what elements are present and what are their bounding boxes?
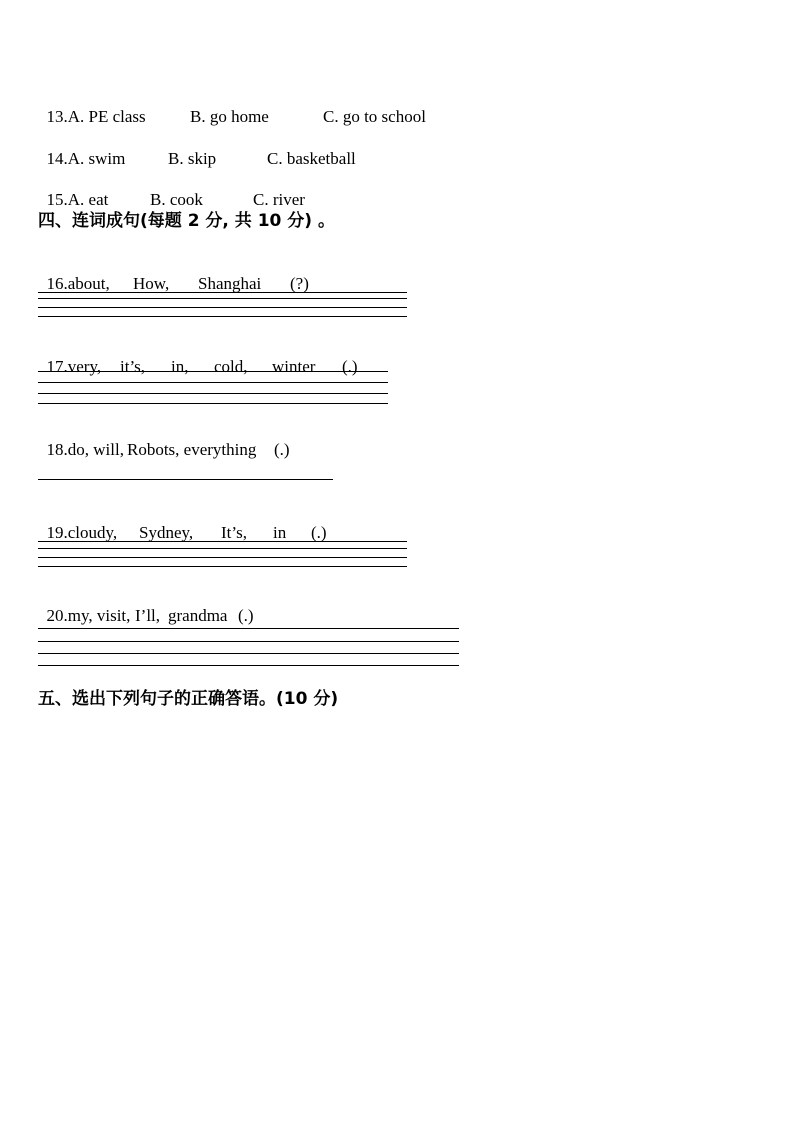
- word: (.): [342, 357, 358, 376]
- word: Robots, everything: [127, 440, 257, 459]
- option-a: A. eat: [67, 190, 109, 209]
- word: it’s,: [120, 357, 146, 376]
- word: do, will,: [67, 440, 124, 459]
- word: in: [273, 523, 287, 542]
- word: very,: [67, 357, 102, 376]
- answer-line[interactable]: [38, 541, 407, 542]
- word: (.): [238, 606, 254, 625]
- answer-line[interactable]: [38, 548, 407, 549]
- question-number: 15.: [46, 190, 68, 209]
- answer-line[interactable]: [38, 316, 407, 317]
- option-a: A. PE class: [67, 107, 146, 126]
- answer-line[interactable]: [38, 298, 407, 299]
- question-number: 13.: [46, 107, 68, 126]
- answer-line[interactable]: [38, 479, 333, 480]
- option-c: C. basketball: [267, 149, 356, 168]
- answer-line[interactable]: [38, 393, 388, 394]
- word: my, visit,: [67, 606, 131, 625]
- answer-line[interactable]: [38, 403, 388, 404]
- answer-line[interactable]: [38, 292, 407, 293]
- word: How,: [133, 274, 170, 293]
- option-b: B. go home: [190, 107, 269, 126]
- answer-line[interactable]: [38, 566, 407, 567]
- word: winter: [272, 357, 316, 376]
- word: cold,: [214, 357, 248, 376]
- word: It’s,: [221, 523, 247, 542]
- word: cloudy,: [67, 523, 118, 542]
- answer-line[interactable]: [38, 653, 459, 654]
- question-20: [38, 586, 254, 626]
- question-number: 16.: [46, 274, 68, 293]
- question-number: 18.: [46, 440, 68, 459]
- question-number: 19.: [46, 523, 68, 542]
- word: about,: [67, 274, 110, 293]
- question-13: [38, 87, 426, 127]
- question-number: 14.: [46, 149, 68, 168]
- answer-line[interactable]: [38, 382, 388, 383]
- word: I’ll,: [135, 606, 161, 625]
- option-c: C. go to school: [323, 107, 426, 126]
- word: grandma: [168, 606, 228, 625]
- question-16: [38, 254, 309, 294]
- answer-line[interactable]: [38, 307, 407, 308]
- option-c: C. river: [253, 190, 305, 209]
- word: Sydney,: [139, 523, 194, 542]
- answer-line[interactable]: [38, 371, 388, 372]
- option-a: A. swim: [67, 149, 126, 168]
- question-18: [38, 420, 290, 460]
- word: (.): [311, 523, 327, 542]
- question-19: [38, 503, 327, 543]
- word: in,: [171, 357, 189, 376]
- question-number: 20.: [46, 606, 68, 625]
- answer-line[interactable]: [38, 628, 459, 629]
- option-b: B. cook: [150, 190, 203, 209]
- answer-line[interactable]: [38, 665, 459, 666]
- answer-line[interactable]: [38, 641, 459, 642]
- section-4-heading: 四、连词成句(每题 2 分, 共 10 分) 。: [38, 211, 335, 231]
- section-5-heading: 五、选出下列句子的正确答语。(10 分): [38, 689, 339, 709]
- answer-line[interactable]: [38, 557, 407, 558]
- word: (.): [274, 440, 290, 459]
- question-14: [38, 129, 356, 169]
- word: (?): [290, 274, 309, 293]
- word: Shanghai: [198, 274, 262, 293]
- question-number: 17.: [46, 357, 68, 376]
- option-b: B. skip: [168, 149, 217, 168]
- question-15: [38, 170, 305, 210]
